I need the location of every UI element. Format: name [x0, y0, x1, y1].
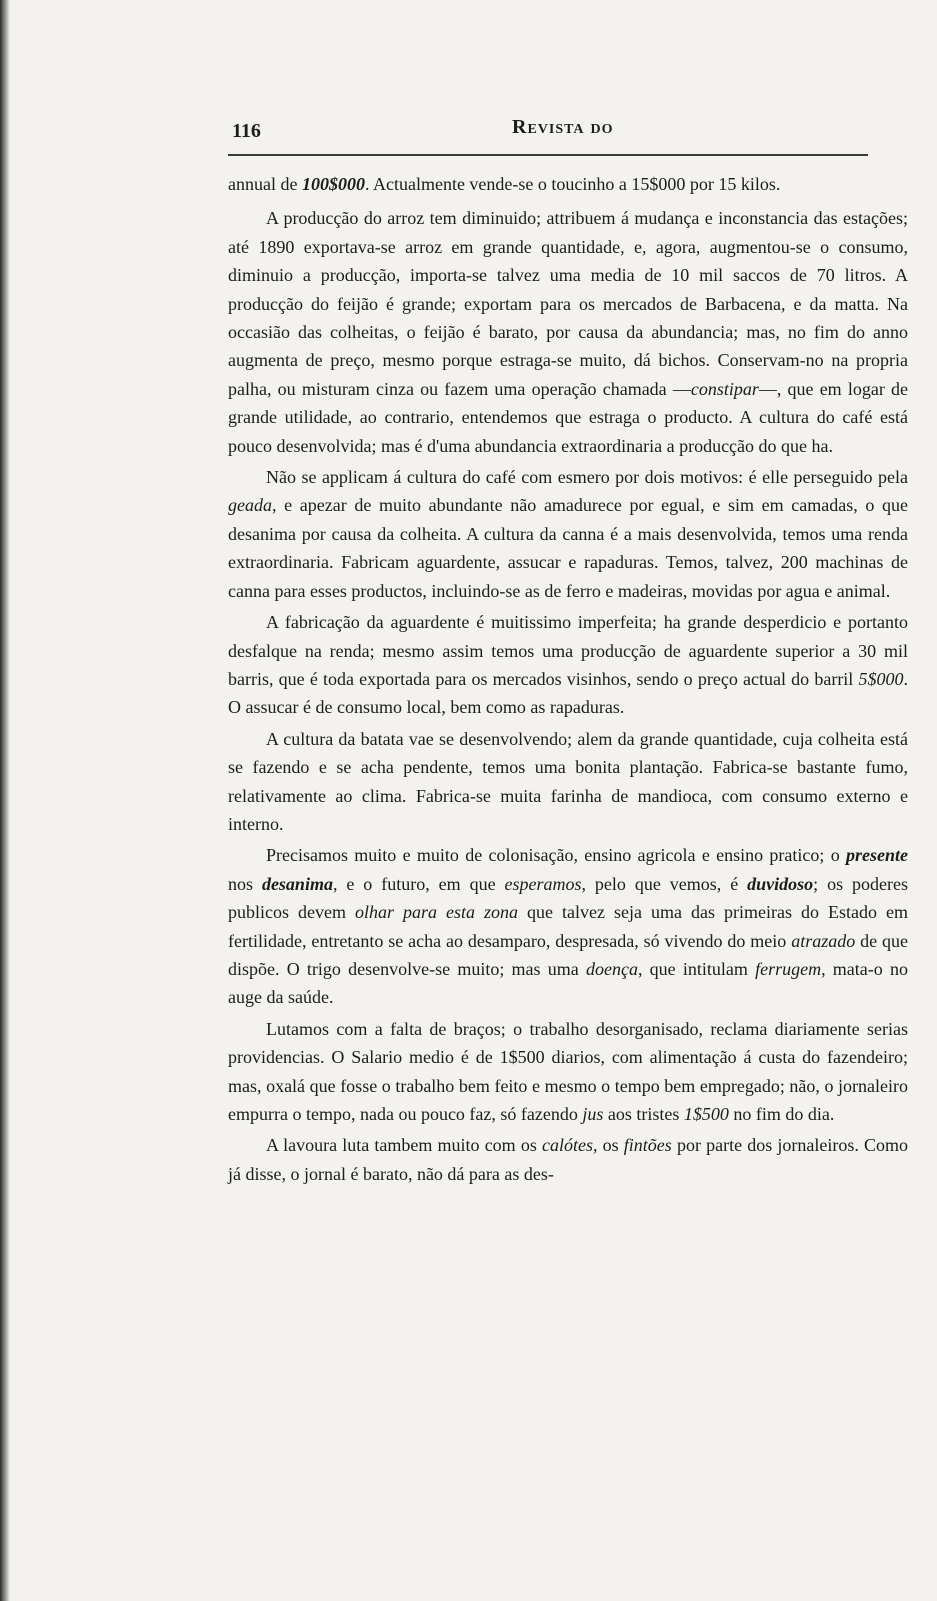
text-run: . O assucar é de consumo local, bem como as rapaduras.: [228, 668, 908, 718]
text-run: . Actualmente vende-se o toucinho a 15$000 por 15 kilos.: [364, 174, 781, 194]
paragraph-7: [228, 1015, 908, 1129]
text-run: que talvez seja uma das primeiras do Estado em fertilidade, entretanto se acha ao desamparo, despresada, só vivendo do meio: [228, 902, 908, 951]
header-rule: [228, 154, 868, 156]
body-text: [228, 170, 908, 1188]
text-run: de que dispõe. O trigo desenvolve-se muito; mas uma: [228, 930, 908, 979]
text-run: annual de: [228, 174, 302, 194]
text-run: ; os poderes publicos devem: [228, 873, 908, 923]
italic-term: jus: [582, 1104, 604, 1124]
italic-term: geada: [228, 495, 272, 516]
italic-term: constipar: [690, 378, 759, 399]
paragraph-5: [228, 725, 908, 839]
italic-term: duvidoso: [747, 873, 814, 894]
text-run: nos: [228, 873, 262, 894]
text-run: no fim do dia.: [728, 1104, 835, 1124]
italic-amount: 100$000: [301, 174, 365, 194]
italic-term: olhar para esta zona: [355, 902, 519, 923]
text-run: , que intitulam: [637, 958, 756, 979]
italic-amount: 1$500: [683, 1104, 729, 1124]
text-run: A fabricação da aguardente é muitissimo imperfeita; ha grande desperdicio e portanto desfalque na renda; mesmo assim temos uma producção de aguardente superior a 30 mil barris, que é toda exportada para os mercados visinhos, sendo o preço actual do barril: [228, 612, 908, 689]
text-run: aos tristes: [603, 1104, 684, 1124]
text-run: , e o futuro, em que: [332, 873, 505, 894]
page-number: 116: [232, 120, 261, 142]
paragraph-4: [228, 608, 908, 722]
text-run: A cultura da batata vae se desenvolvendo; alem da grande quantidade, cuja colheita está se fazendo e se acha pendente, temos uma bonita plantação. Fabrica-se bastante fumo, relativamente ao clima. Fabrica-se muita farinha de mandioca, com consumo externo e interno.: [228, 728, 908, 834]
italic-term: ferrugem: [755, 958, 822, 979]
italic-term: desanima: [261, 873, 333, 894]
italic-amount: 5$000: [858, 668, 904, 689]
paragraph-8: [228, 1131, 908, 1188]
text-run: Precisamos muito e muito de colonisação, ensino agricola e ensino pratico; o: [266, 845, 846, 866]
italic-term: fintões: [623, 1135, 672, 1156]
paragraph-3: [228, 463, 908, 605]
text-run: —, que em logar de grande utilidade, ao contrario, entendemos que estraga o producto. A cultura do café está pouco desenvolvida; mas é d'uma abundancia extraordinaria a producção do que ha.: [228, 378, 908, 456]
italic-term: calótes: [541, 1135, 593, 1156]
text-run: Não se applicam á cultura do café com esmero por dois motivos: é elle perseguido pela: [266, 467, 908, 488]
journal-title: Revista do: [512, 116, 614, 138]
text-run: , os: [592, 1135, 624, 1156]
binding-edge: [0, 0, 10, 1601]
paragraph-6: [228, 841, 908, 1011]
text-run: A producção do arroz tem diminuido; attribuem á mudança e inconstancia das estações; até 1890 exportava-se arroz em grande quantidade, e, agora, augmentou-se o consumo, diminuio a producção, importa-se talvez uma media de 10 mil saccos de 70 litros. A producção do feijão é grande; exportam para os mercados de Barbacena, e da matta. Na occasião das colheitas, o feijão é barato, por causa da abundancia; mas, no fim do anno augmenta de preço, mesmo porque estraga-se muito, dá bichos. Conservam-no na propria palha, ou misturam cinza ou fazem uma operação chamada —: [228, 208, 908, 399]
running-head: [228, 110, 908, 144]
italic-term: doença: [585, 958, 638, 979]
text-run: por parte dos jornaleiros. Como já disse, o jornal é barato, não dá para as des-: [228, 1135, 908, 1184]
text-run: Lutamos com a falta de braços; o trabalho desorganisado, reclama diariamente serias providencias. O Salario medio é de 1$500 diarios, com alimentação á custa do fazendeiro; mas, oxalá que fosse o trabalho bem feito e mesmo o tempo bem empregado; não, o jornaleiro empurra o tempo, nada ou pouco faz, só fazendo: [228, 1018, 908, 1124]
text-run: A lavoura luta tambem muito com os: [266, 1135, 542, 1156]
paragraph-1: [228, 170, 908, 198]
book-page: [228, 110, 908, 1188]
text-run: , pelo que vemos, é: [581, 873, 748, 894]
italic-term: presente: [846, 845, 908, 866]
text-run: , e apezar de muito abundante não amadurece por egual, e sim em camadas, o que desanima por causa da colheita. A cultura da canna é a mais desenvolvida, temos uma renda extraordinaria. Fabricam aguardente, assucar e rapaduras. Temos, talvez, 200 machinas de canna para esses productos, incluindo-se as de ferro e madeiras, movidas por agua e animal.: [228, 495, 908, 601]
text-run: , mata-o no auge da saúde.: [228, 958, 909, 1008]
paragraph-2: [228, 204, 908, 460]
italic-term: atrazado: [791, 930, 856, 951]
italic-term: esperamos: [504, 873, 582, 894]
